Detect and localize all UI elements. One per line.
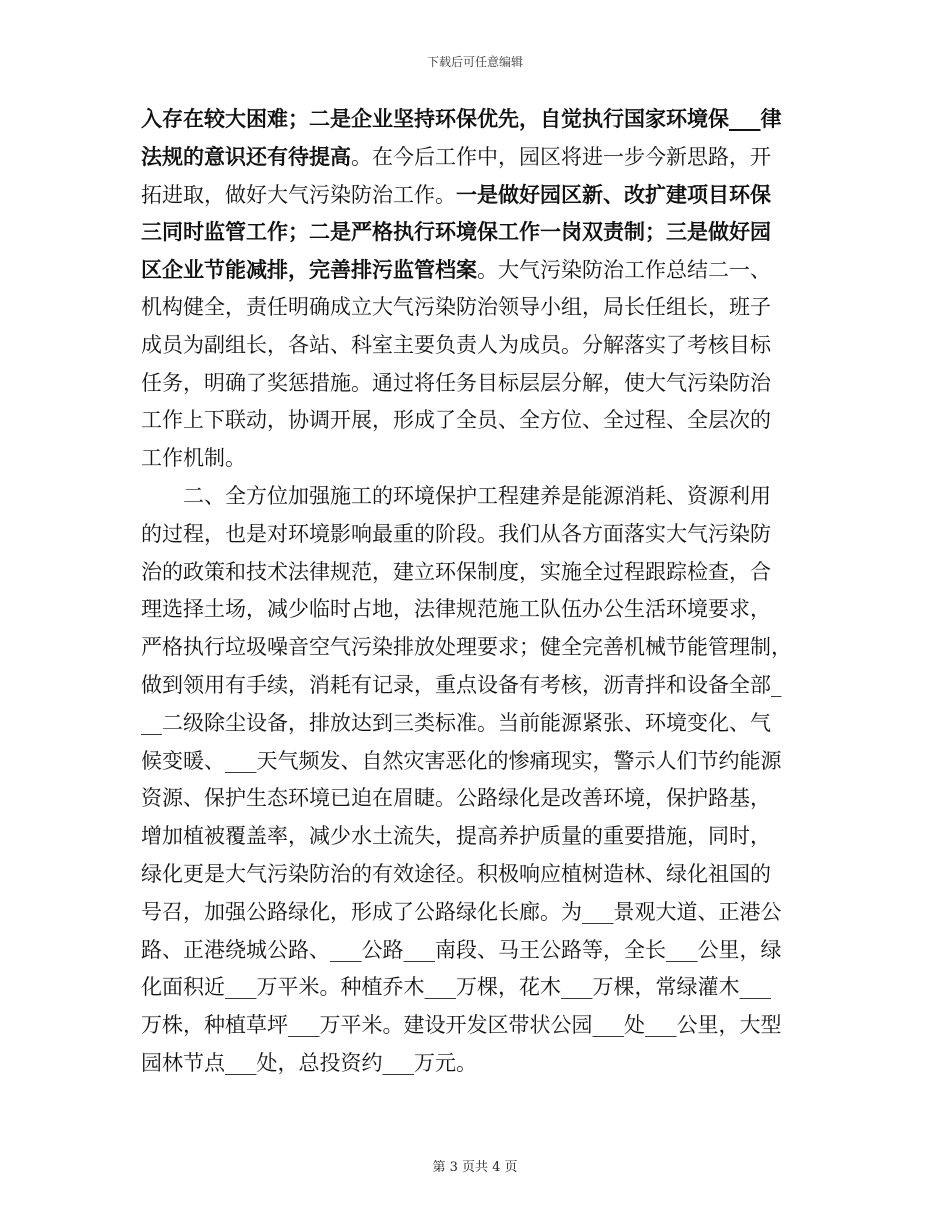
text-run: 工作机制。 [141,446,246,471]
text-line: 严格执行垃圾噪音空气污染排放处理要求；健全完善机械节能管理制， [141,635,792,660]
text-line: 候变暖、___天气频发、自然灾害恶化的惨痛现实，警示人们节约能源 [141,748,782,773]
text-line [141,176,821,214]
text-line: 化面积近___万平米。种植乔木___万棵，花木___万棵，常绿灌木___ [141,975,771,1000]
text-line [141,365,821,403]
text-line: 治的政策和技术法律规范，建立环保制度，实施全过程跟踪检查，合 [141,559,771,584]
text-line: 的过程，也是对环境影响最重的阶段。我们从各方面落实大气污染防 [141,521,771,546]
text-line: 万株，种植草坪___万平米。建设开发区带状公园___处___公里，大型 [141,1013,782,1038]
text-line: 资源、保护生态环境已迫在眉睫。公路绿化是改善环境，保护路基， [141,786,771,811]
text-line: 号召，加强公路绿化，形成了公路绿化长廊。为___景观大道、正港公 [141,899,782,924]
text-line: 理选择土场，减少临时占地，法律规范施工队伍办公生活环境要求， [141,597,771,622]
text-line [141,100,821,138]
text-run: 工作上下联动，协调开展，形成了全员、全方位、全过程、全层次的 [141,408,771,433]
page-footer: 第 3 页共 4 页 [432,1160,518,1175]
text-line: 增加植被覆盖率，减少水土流失，提高养护质量的重要措施，同时， [141,824,771,849]
text-run: 。在今后工作中，园区将进一步今新思路，开 [351,144,771,169]
text-run: 。大气污染防治工作总结二一、 [477,258,771,283]
bold-text-run: 入存在较大困难；二是企业坚持环保优先，自觉执行国家环境保___律 [141,106,782,131]
text-run: 拓进取，做好大气污染防治工作。 [141,182,456,207]
text-line: 路、正港绕城公路、___公路___南段、马王公路等，全长___公里，绿 [141,937,782,962]
bold-text-run: 三同时监管工作；二是严格执行环境保工作一岗双责制；三是做好园 [141,219,771,245]
text-line: 园林节点___处，总投资约___万元。 [141,1050,477,1075]
text-line [141,440,821,478]
bold-text-run: 一是做好园区新、改扩建项目环保 [456,181,771,207]
page-header: 下载后可任意编辑 [426,55,523,69]
text-line: __二级除尘设备，排放达到三类标准。当前能源紧张、环境变化、气 [141,710,771,735]
text-run: 成员为副组长，各站、科室主要负责人为成员。分解落实了考核目标 [141,332,771,357]
paragraph-1 [141,100,821,478]
text-line [141,289,821,327]
text-line [141,213,821,251]
text-line: 绿化更是大气污染防治的有效途径。积极响应植树造林、绿化祖国的 [141,861,771,886]
text-line: 做到领用有手续，消耗有记录，重点设备有考核，沥青拌和设备全部_ [141,672,782,697]
text-line [141,138,821,176]
text-line [141,402,821,440]
paragraph-2 [141,478,821,1083]
text-line [141,327,821,365]
text-run: 机构健全，责任明确成立大气污染防治领导小组，局长任组长，班子 [141,294,771,319]
text-run: 任务，明确了奖惩措施。通过将任务目标层层分解，使大气污染防治 [141,370,771,395]
text-line: 二、全方位加强施工的环境保护工程建养是能源消耗、资源利用 [183,483,771,508]
document-body [141,100,821,1083]
text-line [141,251,821,289]
bold-text-run: 区企业节能减排，完善排污监管档案 [141,257,477,283]
bold-text-run: 法规的意识还有待提高 [141,143,351,169]
